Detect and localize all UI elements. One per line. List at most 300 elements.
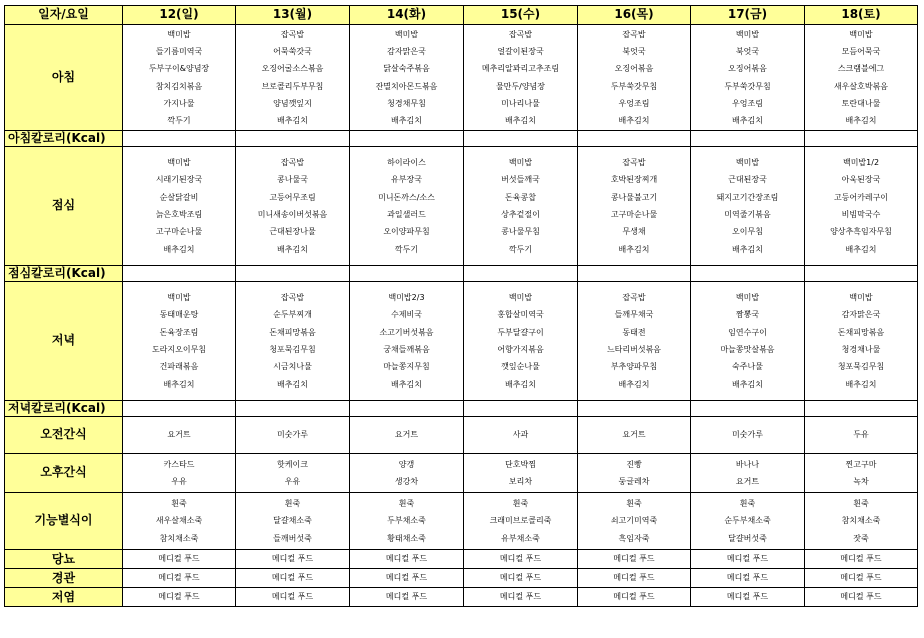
menu-item: 짬뽕국 [735,310,760,320]
menu-item: 고등어무조림 [269,192,316,202]
menu-cell [123,266,236,282]
menu-item: 메디컬 푸드 [158,592,200,601]
menu-cell [464,588,578,607]
menu-item: 미숫가루 [732,430,763,440]
menu-cell [350,588,464,607]
row-label: 저염 [5,588,123,607]
header-row [5,6,918,25]
menu-cell [578,282,691,401]
menu-item: 두부쑥갓무침 [724,81,771,91]
menu-item: 모듬어묵국 [841,46,881,56]
menu-item: 순살닭갈비 [159,192,199,202]
menu-item: 숙주나물 [732,362,763,372]
menu-item: 부추양파무침 [610,362,658,372]
menu-item: 달걀채소죽 [273,516,312,526]
menu-item: 메디컬 푸드 [840,573,882,582]
row-dinner-kcal [5,401,918,417]
menu-cell [805,266,918,282]
menu-cell [578,493,691,550]
row-label: 점심칼로리(Kcal) [5,266,123,282]
menu-cell [236,417,350,454]
row-label: 아침칼로리(Kcal) [5,131,123,147]
menu-item: 우유 [171,477,187,486]
menu-item: 배추김치 [163,244,195,254]
menu-item: 시금치나물 [273,362,312,372]
menu-item: 흰죽 [398,499,415,509]
menu-item: 근대된장나물 [269,227,316,237]
weekly-meal-table [4,5,918,607]
menu-cell [350,454,464,493]
menu-item: 진빵 [626,459,642,469]
menu-item: 오징어굴소스볶음 [261,64,324,74]
menu-cell [350,266,464,282]
menu-item: 메디컬 푸드 [158,554,200,563]
menu-item: 백미밥1/2 [842,158,880,168]
menu-item: 어향가지볶음 [497,345,544,354]
menu-item: 미나리나물 [501,98,540,108]
menu-item: 배추김치 [845,244,877,254]
menu-item: 가지나물 [163,98,195,108]
menu-item: 백미밥 [167,29,191,39]
menu-cell [236,401,350,417]
menu-item: 감자맑은국 [387,46,426,56]
menu-item: 보리차 [508,477,533,486]
menu-cell [578,401,691,417]
menu-item: 고구마순나물 [155,227,203,237]
row-label: 오후간식 [5,454,123,493]
menu-item: 늙은호박조림 [155,210,203,219]
menu-item: 들깨버섯죽 [273,533,312,543]
menu-item: 두부구이&양념장 [148,64,210,74]
menu-item: 잡곡밥 [622,293,646,303]
menu-cell [805,282,918,401]
menu-item: 홍합살미역국 [497,310,544,320]
row-afternoon-snack [5,454,918,493]
row-label: 기능별식이 [5,493,123,550]
menu-cell [691,131,805,147]
menu-cell [805,25,918,131]
menu-item: 백미밥 [508,293,533,303]
menu-item: 콩나물무침 [501,227,540,237]
menu-item: 흑임자죽 [618,533,650,543]
menu-cell [578,131,691,147]
menu-item: 배추김치 [618,379,650,389]
menu-item: 도라지오이무침 [151,345,207,354]
menu-cell [350,131,464,147]
menu-item: 백미밥 [849,29,873,39]
menu-item: 오이양파무침 [383,227,430,237]
menu-item: 요거트 [167,430,191,440]
menu-cell [123,131,236,147]
menu-cell [578,588,691,607]
menu-item: 배추김치 [618,116,650,126]
menu-item: 요거트 [622,430,646,440]
menu-item: 배추김치 [505,379,536,389]
menu-item: 백미밥 [167,293,191,303]
row-label: 아침 [5,25,123,131]
menu-cell [578,569,691,588]
menu-item: 순두부찌개 [273,310,312,320]
menu-item: 깍두기 [167,116,191,126]
row-label: 당뇨 [5,550,123,569]
menu-cell [236,588,350,607]
menu-item: 우엉조림 [618,98,650,108]
menu-item: 찐고구마 [845,459,877,469]
menu-item: 깻잎순나물 [501,362,540,372]
row-label: 오전간식 [5,417,123,454]
menu-item: 메디컬 푸드 [271,592,314,601]
menu-item: 과일샐러드 [387,210,426,219]
header-day-15: 15(수) [464,6,578,25]
menu-cell [805,131,918,147]
menu-item: 유부채소죽 [501,533,540,543]
row-tube [5,569,918,588]
menu-item: 메디컬 푸드 [271,554,314,563]
menu-item: 양갱 [398,459,415,469]
row-morning-snack [5,417,918,454]
menu-item: 잡곡밥 [280,158,305,168]
menu-cell [691,25,805,131]
menu-cell [691,588,805,607]
menu-cell [350,569,464,588]
menu-cell [464,25,578,131]
menu-cell [691,147,805,266]
menu-item: 바나나 [735,459,760,469]
row-label: 저녁칼로리(Kcal) [5,401,123,417]
menu-cell [236,147,350,266]
menu-item: 양념깻잎지 [273,98,312,108]
row-label: 저녁 [5,282,123,401]
menu-item: 메추리알꽈리고추조림 [481,64,560,74]
menu-item: 흰죽 [171,499,187,509]
menu-cell [350,401,464,417]
menu-item: 요거트 [735,477,760,486]
menu-item: 깍두기 [394,244,419,254]
menu-cell [236,493,350,550]
menu-item: 메디컬 푸드 [499,592,542,601]
menu-item: 메디컬 푸드 [385,592,428,601]
menu-item: 녹차 [853,477,869,486]
menu-item: 동태전 [622,327,646,337]
header-day-13: 13(월) [236,6,350,25]
menu-item: 상추겉절이 [501,210,540,219]
menu-item: 호박된장찌개 [610,175,658,185]
menu-cell [236,550,350,569]
menu-item: 순두부채소죽 [724,516,771,526]
menu-cell [123,588,236,607]
menu-item: 흰죽 [512,499,529,509]
menu-cell [578,266,691,282]
menu-item: 북엇국 [622,46,646,56]
menu-item: 사과 [512,430,529,440]
row-low-salt [5,588,918,607]
menu-item: 돈채피망볶음 [837,327,885,337]
row-diabetes [5,550,918,569]
menu-item: 돈채피망볶음 [269,327,316,337]
menu-item: 물만두/양념장 [495,81,546,91]
menu-cell [464,493,578,550]
row-lunch-kcal [5,266,918,282]
menu-cell [464,147,578,266]
menu-item: 건파래볶음 [159,362,199,372]
menu-item: 둥글레차 [618,477,650,486]
menu-item: 근대된장국 [728,175,767,185]
header-day-14: 14(화) [350,6,464,25]
menu-item: 우엉조림 [732,98,763,108]
menu-item: 핫케이크 [277,459,308,469]
menu-cell [236,454,350,493]
menu-item: 두유 [853,430,869,440]
menu-cell [123,569,236,588]
menu-item: 궁채들깨볶음 [383,345,430,354]
header-day-17: 17(금) [691,6,805,25]
menu-item: 배추김치 [505,116,536,126]
menu-item: 흰죽 [853,499,869,509]
row-lunch [5,147,918,266]
menu-item: 잔멸치아몬드볶음 [375,81,438,91]
menu-item: 감자맑은국 [841,310,881,320]
menu-cell [578,417,691,454]
menu-item: 배추김치 [845,116,877,126]
menu-item: 들기름미역국 [155,46,203,56]
menu-cell [350,147,464,266]
menu-item: 백미밥 [167,158,191,168]
menu-item: 참치채소죽 [841,516,881,526]
menu-cell [350,550,464,569]
menu-item: 백미밥 [508,158,533,168]
menu-item: 돈육콩찹 [505,192,536,202]
menu-cell [236,266,350,282]
menu-item: 메디컬 푸드 [271,573,314,582]
menu-item: 두부쑥갓무침 [610,81,658,91]
menu-item: 백미밥 [849,293,873,303]
menu-item: 두부채소죽 [387,516,426,526]
menu-item: 새우살채소죽 [155,516,203,526]
menu-cell [691,569,805,588]
menu-item: 마늘쫑맛살볶음 [720,345,775,354]
menu-cell [464,131,578,147]
menu-item: 새우살호박볶음 [833,81,889,91]
menu-item: 청경채무침 [387,98,426,108]
menu-item: 메디컬 푸드 [726,573,769,582]
menu-item: 미니새송이버섯볶음 [257,210,328,219]
menu-item: 콩나물불고기 [610,192,658,202]
menu-item: 수제비국 [391,310,422,320]
menu-cell [350,25,464,131]
menu-cell [805,569,918,588]
menu-item: 미니돈까스/소스 [378,192,435,202]
menu-cell [691,493,805,550]
menu-cell [123,401,236,417]
menu-item: 비빔막국수 [841,210,881,219]
menu-item: 청포묵김무침 [837,362,885,372]
menu-item: 메디컬 푸드 [385,554,428,563]
menu-cell [805,401,918,417]
menu-cell [350,493,464,550]
menu-item: 메디컬 푸드 [613,554,655,563]
menu-item: 쇠고기미역죽 [610,516,658,526]
menu-item: 토란대나물 [841,98,881,108]
menu-item: 오징어볶음 [614,64,654,74]
menu-item: 메디컬 푸드 [726,554,769,563]
menu-item: 백미밥 [735,158,760,168]
menu-item: 메디컬 푸드 [613,592,655,601]
menu-item: 생강차 [394,477,419,486]
menu-item: 동태매운탕 [159,310,199,320]
menu-item: 배추김치 [391,116,422,126]
header-day-18: 18(토) [805,6,918,25]
menu-body [5,25,918,607]
header-date-day: 일자/요일 [5,6,123,25]
menu-item: 하이라이스 [387,158,426,168]
menu-item: 배추김치 [163,379,195,389]
menu-cell [691,266,805,282]
menu-item: 고등어카레구이 [833,192,889,202]
menu-item: 잡곡밥 [622,158,646,168]
menu-item: 버섯들깨국 [501,175,540,185]
menu-cell [236,131,350,147]
menu-item: 참치김치볶음 [155,81,203,91]
menu-item: 유부장국 [391,175,422,185]
menu-cell [464,266,578,282]
menu-item: 배추김치 [732,379,763,389]
menu-cell [236,282,350,401]
menu-cell [464,569,578,588]
menu-cell [805,454,918,493]
menu-item: 요거트 [394,430,419,440]
menu-item: 단호박찜 [505,459,536,469]
menu-cell [123,417,236,454]
menu-item: 마늘쫑지무침 [383,362,430,372]
menu-cell [691,417,805,454]
row-functional [5,493,918,550]
menu-item: 흰죽 [284,499,301,509]
menu-cell [805,147,918,266]
menu-item: 돈육장조림 [159,327,199,337]
row-dinner [5,282,918,401]
menu-item: 닭살숙주볶음 [383,64,430,74]
menu-cell [691,282,805,401]
header-day-12: 12(일) [123,6,236,25]
menu-item: 배추김치 [732,244,763,254]
menu-cell [578,25,691,131]
menu-item: 메디컬 푸드 [499,554,542,563]
menu-item: 미숫가루 [277,430,308,440]
menu-item: 잣죽 [853,533,869,543]
menu-item: 크래미브로콜리죽 [489,516,552,526]
menu-item: 소고기버섯볶음 [379,327,434,337]
menu-item: 얼갈이된장국 [497,46,544,56]
menu-item: 황태채소죽 [387,533,426,543]
menu-item: 메디컬 푸드 [499,573,542,582]
menu-item: 백미밥 [735,293,760,303]
menu-cell [805,417,918,454]
menu-item: 어묵쑥갓국 [273,46,312,56]
menu-cell [350,282,464,401]
menu-cell [578,147,691,266]
menu-cell [805,493,918,550]
menu-item: 배추김치 [618,244,650,254]
menu-item: 메디컬 푸드 [726,592,769,601]
menu-cell [123,493,236,550]
menu-item: 콩나물국 [277,175,308,185]
menu-item: 두부달걀구이 [497,327,544,337]
menu-item: 시래기된장국 [155,175,203,185]
menu-item: 메디컬 푸드 [158,573,200,582]
menu-cell [464,401,578,417]
menu-item: 오징어볶음 [728,64,767,74]
menu-item: 임연수구이 [728,327,767,337]
menu-item: 양상추흑임자무침 [830,227,892,237]
row-label: 점심 [5,147,123,266]
menu-cell [123,147,236,266]
row-breakfast-kcal [5,131,918,147]
menu-item: 백미밥 [735,29,760,39]
menu-item: 잡곡밥 [280,29,305,39]
menu-cell [691,550,805,569]
menu-cell [805,550,918,569]
menu-item: 오이무침 [732,227,763,237]
menu-item: 브로콜리두부무침 [261,81,324,91]
row-breakfast [5,25,918,131]
menu-item: 무생채 [622,227,646,237]
menu-item: 배추김치 [845,379,877,389]
menu-cell [236,25,350,131]
row-label: 경관 [5,569,123,588]
menu-item: 돼지고기간장조림 [716,192,779,202]
menu-cell [350,417,464,454]
header-day-16: 16(목) [578,6,691,25]
menu-item: 백미밥 [394,29,419,39]
menu-cell [123,550,236,569]
menu-item: 들깨무채국 [614,310,654,320]
menu-item: 참치채소죽 [159,533,199,543]
menu-item: 청포묵김무침 [269,345,316,354]
menu-item: 메디컬 푸드 [385,573,428,582]
menu-item: 고구마순나물 [610,210,658,219]
menu-item: 배추김치 [732,116,763,126]
menu-item: 흰죽 [626,499,642,509]
menu-item: 느타리버섯볶음 [606,345,662,354]
menu-item: 잡곡밥 [508,29,533,39]
menu-cell [123,454,236,493]
menu-item: 메디컬 푸드 [613,573,655,582]
menu-item: 달걀버섯죽 [728,533,767,543]
menu-cell [123,282,236,401]
menu-item: 백미밥2/3 [388,293,425,303]
menu-item: 메디컬 푸드 [840,554,882,563]
menu-cell [236,569,350,588]
menu-item: 잡곡밥 [622,29,646,39]
menu-cell [691,454,805,493]
menu-cell [578,550,691,569]
menu-item: 우유 [284,477,301,486]
menu-cell [464,550,578,569]
menu-cell [464,282,578,401]
menu-item: 깍두기 [508,244,533,254]
menu-cell [464,454,578,493]
menu-item: 배추김치 [277,116,308,126]
menu-item: 아욱된장국 [841,175,881,185]
menu-item: 배추김치 [277,244,308,254]
menu-item: 북엇국 [735,46,760,56]
menu-item: 스크램블에그 [837,64,885,74]
menu-item: 청경채나물 [841,345,881,354]
menu-item: 흰죽 [739,499,756,509]
menu-cell [805,588,918,607]
menu-item: 배추김치 [277,379,308,389]
menu-cell [691,401,805,417]
